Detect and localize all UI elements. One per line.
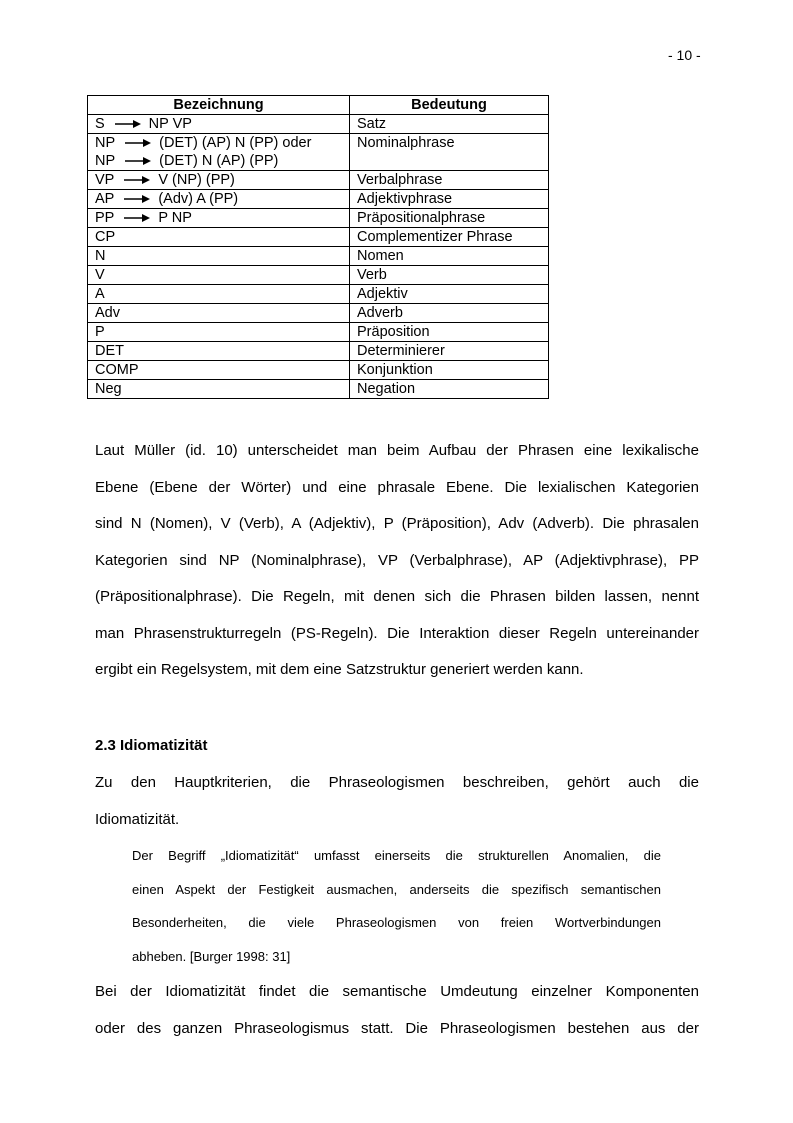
rule-lhs: COMP [95,362,139,378]
meaning-cell: Complementizer Phrase [350,228,549,247]
rule-line [95,115,342,133]
table-row [88,380,549,399]
rule-line [95,247,342,265]
rule-cell [88,115,350,134]
meaning-cell: Adjektiv [350,285,549,304]
rule-rhs: (DET) (AP) N (PP) oder [159,135,312,151]
text-line: sind N (Nomen), V (Verb), A (Adjektiv), P (Präposition), Adv (Adverb). Die phrasalen [95,515,699,532]
table-row [88,323,549,342]
meaning-cell: Konjunktion [350,361,549,380]
meaning-cell: Negation [350,380,549,399]
rule-lhs: AP [95,191,115,207]
quote-line: einen Aspekt der Festigkeit ausmachen, anderseits die spezifisch semantischen [132,881,661,897]
rule-lhs: V [95,267,105,283]
table-row [88,134,549,171]
arrow-right-icon [125,152,151,170]
rule-lhs: Adv [95,305,120,321]
rule-line [95,285,342,303]
rule-line [95,134,342,152]
rule-line [95,171,342,189]
quote-line: Besonderheiten, die viele Phraseologismen von freien Wortverbindungen [132,915,661,930]
arrow-right-icon [124,190,150,208]
rule-cell [88,285,350,304]
arrow-right-icon [115,115,141,133]
table-row [88,228,549,247]
rule-lhs: DET [95,343,124,359]
table-row [88,361,549,380]
rule-cell [88,209,350,228]
table-row [88,285,549,304]
meaning-cell: Adverb [350,304,549,323]
meaning-cell: Verb [350,266,549,285]
rule-lhs: PP [95,210,115,226]
meaning-cell: Adjektivphrase [350,190,549,209]
arrow-right-icon [124,209,150,227]
text-line: Laut Müller (id. 10) unterscheidet man beim Aufbau der Phrasen eine lexikalische [95,442,699,459]
rule-line [95,266,342,284]
table-row [88,171,549,190]
rule-lhs: VP [95,172,115,188]
page-number: - 10 - [668,47,701,63]
meaning-cell: Präpositionalphrase [350,209,549,228]
rule-lhs: NP [95,153,116,169]
text-line: Bei der Idiomatizität findet die semantische Umdeutung einzelner Komponenten [95,983,699,1000]
table-row [88,304,549,323]
text-line: Kategorien sind NP (Nominalphrase), VP (Verbalphrase), AP (Adjektivphrase), PP [95,551,699,569]
rule-lhs: S [95,116,105,132]
rule-line [95,361,342,379]
rule-cell [88,361,350,380]
rule-lhs: Neg [95,381,122,397]
meaning-cell: Verbalphrase [350,171,549,190]
table-row [88,190,549,209]
rule-line [95,380,342,398]
meaning-cell: Nomen [350,247,549,266]
meaning-cell: Satz [350,115,549,134]
rule-cell [88,171,350,190]
rule-lhs: NP [95,135,116,151]
column-header-bedeutung: Bedeutung [350,96,549,115]
rule-line [95,152,342,170]
rule-line [95,209,342,227]
rule-cell [88,228,350,247]
table-row [88,266,549,285]
rule-cell [88,266,350,285]
text-line: oder des ganzen Phraseologismus statt. Die Phraseologismen bestehen aus der [95,1019,699,1037]
arrow-right-icon [125,134,151,152]
rule-lhs: N [95,248,106,264]
phrase-structure-table [87,95,549,399]
quote-line: abheben. [Burger 1998: 31] [132,948,291,964]
rule-line [95,228,342,246]
meaning-cell: Nominalphrase [350,134,549,171]
rule-cell [88,380,350,399]
meaning-cell: Präposition [350,323,549,342]
rule-rhs: (DET) N (AP) (PP) [159,153,279,169]
rule-lhs: CP [95,229,116,245]
table-header-row [88,96,549,115]
table-row [88,115,549,134]
paragraph-criteria [95,773,699,846]
rule-cell [88,323,350,342]
rule-lhs: P [95,324,105,340]
text-line: man Phrasenstrukturregeln (PS-Regeln). Die Interaktion dieser Regeln untereinander [95,624,699,642]
rule-rhs: P NP [158,210,192,226]
table-row [88,342,549,361]
rule-cell [88,247,350,266]
rule-line [95,190,342,208]
section-heading: 2.3 Idiomatizität [95,737,208,754]
arrow-right-icon [124,171,150,189]
rule-line [95,323,342,341]
rule-cell [88,304,350,323]
rule-cell [88,342,350,361]
block-quote [132,847,661,981]
text-line: Idiomatizität. [95,810,180,828]
paragraph-phrase-levels [95,441,699,697]
meaning-cell: Determinierer [350,342,549,361]
rule-rhs: (Adv) A (PP) [158,191,239,207]
rule-cell [88,190,350,209]
table-row [88,209,549,228]
text-line: (Präpositionalphrase). Die Regeln, mit denen sich die Phrasen bilden lassen, nennt [95,588,699,605]
column-header-bezeichnung: Bezeichnung [88,96,350,115]
text-line: Ebene (Ebene der Wörter) und eine phrasale Ebene. Die lexialischen Kategorien [95,478,699,496]
text-line: ergibt ein Regelsystem, mit dem eine Satzstruktur generiert werden kann. [95,661,584,678]
paragraph-semantic-reinterpretation [95,982,699,1055]
quote-line: Der Begriff „Idiomatizität“ umfasst einerseits die strukturellen Anomalien, die [132,848,661,863]
rule-lhs: A [95,286,105,302]
rule-line [95,342,342,360]
text-line: Zu den Hauptkriterien, die Phraseologismen beschreiben, gehört auch die [95,774,699,791]
rule-rhs: V (NP) (PP) [158,172,235,188]
rule-line [95,304,342,322]
rule-rhs: NP VP [148,116,192,132]
rule-cell [88,134,350,171]
table-row [88,247,549,266]
